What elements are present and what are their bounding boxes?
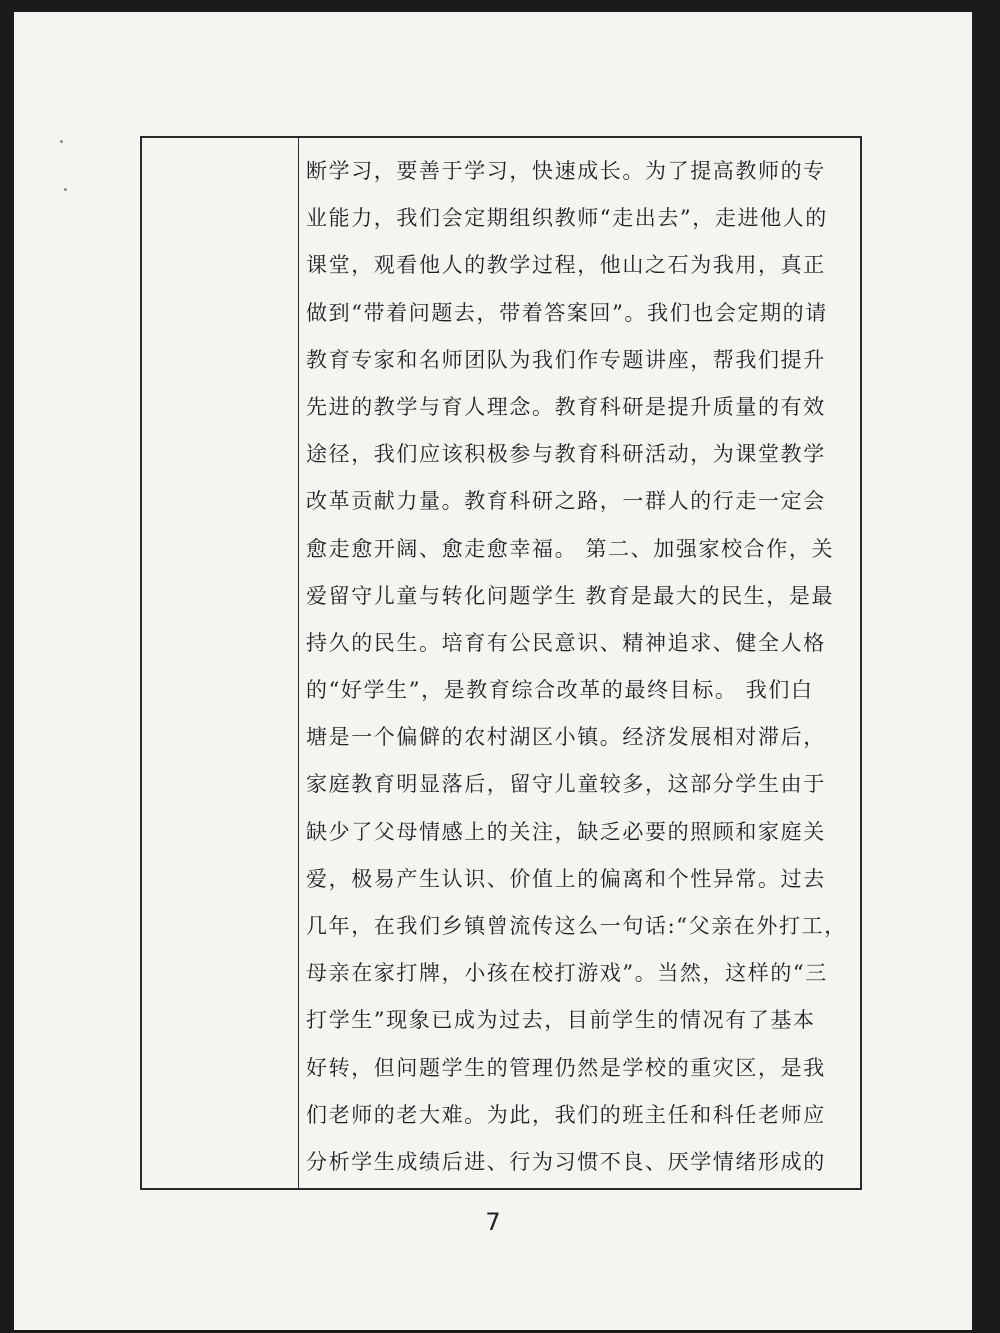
text-line: 塘是一个偏僻的农村湖区小镇。经济发展相对滞后， [306,725,826,750]
text-line: 断学习，要善于学习，快速成长。为了提高教师的专 [306,159,826,183]
text-line: 好转，但问题学生的管理仍然是学校的重灾区，是我 [306,1055,826,1080]
column-divider [298,138,299,1188]
text-line: 母亲在家打牌，小孩在校打游戏”。当然，这样的“三 [306,961,828,986]
text-line: 分析学生成绩后进、行为习惯不良、厌学情绪形成的 [306,1149,826,1174]
text-line: 先进的教学与育人理念。教育科研是提升质量的有效 [306,394,826,419]
document-page [14,12,972,1330]
text-line: 愈走愈开阔、愈走愈幸福。 第二、加强家校合作，关 [306,536,835,561]
page-number: 7 [485,1208,501,1236]
text-line: 们老师的老大难。为此，我们的班主任和科任老师应 [306,1102,826,1127]
content-table [140,136,862,1190]
speck-mark [60,140,63,143]
speck-mark [64,188,67,191]
text-line: 教育专家和名师团队为我们作专题讲座，帮我们提升 [306,347,826,372]
text-line: 打学生”现象已成为过去，目前学生的情况有了基本 [306,1008,816,1033]
text-line: 几年，在我们乡镇曾流传这么一句话:“父亲在外打工， [306,914,847,938]
text-line: 途径，我们应该积极参与教育科研活动，为课堂教学 [306,442,826,467]
text-line: 做到“带着问题去，带着答案回”。我们也会定期的请 [306,300,828,325]
text-line: 业能力，我们会定期组织教师“走出去”，走进他人的 [306,206,828,231]
text-line: 改革贡献力量。教育科研之路，一群人的行走一定会 [306,489,826,514]
text-line: 爱留守儿童与转化问题学生 教育是最大的民生，是最 [306,583,835,608]
text-line: 家庭教育明显落后，留守儿童较多，这部分学生由于 [306,772,826,797]
text-line: 课堂，观看他人的教学过程，他山之石为我用，真正 [306,253,826,278]
text-line: 持久的民生。培育有公民意识、精神追求、健全人格 [306,630,826,655]
text-line: 缺少了父母情感上的关注，缺乏必要的照顾和家庭关 [306,819,826,844]
text-line: 的“好学生”，是教育综合改革的最终目标。 我们白 [306,678,814,703]
text-line: 爱，极易产生认识、价值上的偏离和个性异常。过去 [306,866,826,891]
body-text-cell [306,148,858,1186]
